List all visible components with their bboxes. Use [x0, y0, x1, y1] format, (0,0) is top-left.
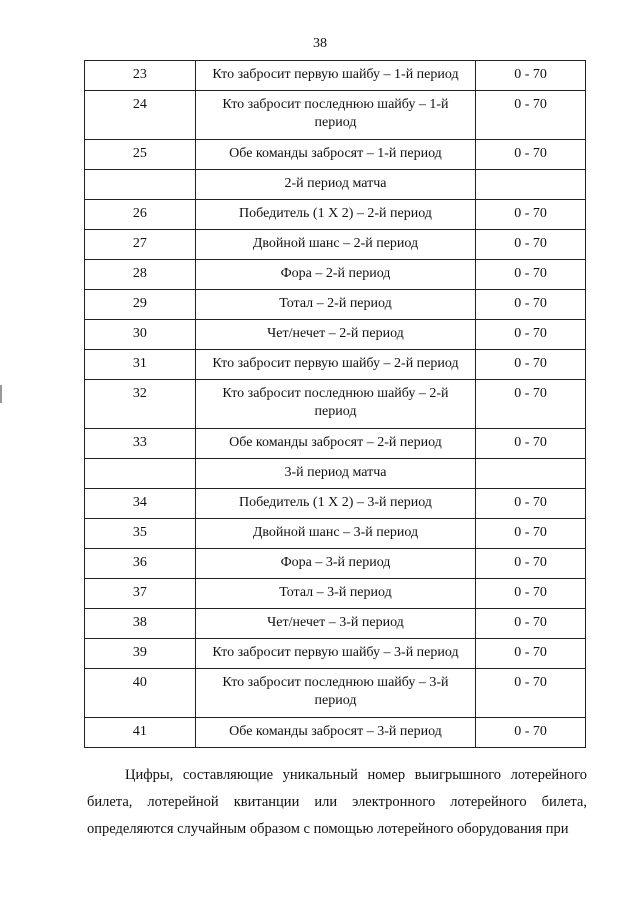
- row-number: 41: [85, 718, 196, 748]
- row-number: 30: [85, 320, 196, 350]
- number-range: 0 - 70: [476, 609, 586, 639]
- scan-edge-mark: [0, 385, 2, 403]
- event-name: Чет/нечет – 2-й период: [195, 320, 475, 350]
- table-row: [85, 140, 586, 170]
- table-row: [85, 320, 586, 350]
- number-range: 0 - 70: [476, 718, 586, 748]
- row-number: 40: [85, 669, 196, 718]
- table-row: [85, 639, 586, 669]
- page-number: 38: [313, 36, 327, 51]
- event-name: Фора – 2-й период: [195, 260, 475, 290]
- number-range: 0 - 70: [476, 639, 586, 669]
- table-row: [85, 380, 586, 429]
- number-range: 0 - 70: [476, 519, 586, 549]
- row-number: 37: [85, 579, 196, 609]
- event-name: Кто забросит последнюю шайбу – 2-й период: [195, 380, 475, 429]
- row-number: 26: [85, 200, 196, 230]
- table-row: [85, 91, 586, 140]
- number-range: 0 - 70: [476, 669, 586, 718]
- event-name: Обе команды забросят – 1-й период: [195, 140, 475, 170]
- row-number: 24: [85, 91, 196, 140]
- row-number: 31: [85, 350, 196, 380]
- number-range: 0 - 70: [476, 290, 586, 320]
- section-header-row: [85, 459, 586, 489]
- number-range: 0 - 70: [476, 260, 586, 290]
- row-number: 39: [85, 639, 196, 669]
- event-name: Чет/нечет – 3-й период: [195, 609, 475, 639]
- event-name: Победитель (1 Х 2) – 2-й период: [195, 200, 475, 230]
- event-name: Кто забросит первую шайбу – 2-й период: [195, 350, 475, 380]
- table-row: [85, 290, 586, 320]
- number-range: 0 - 70: [476, 429, 586, 459]
- event-name: 2-й период матча: [195, 170, 475, 200]
- number-range: [476, 459, 586, 489]
- event-name: Двойной шанс – 3-й период: [195, 519, 475, 549]
- table-row: [85, 61, 586, 91]
- table-row: [85, 429, 586, 459]
- row-number: 27: [85, 230, 196, 260]
- row-number: 29: [85, 290, 196, 320]
- table-row: [85, 718, 586, 748]
- row-number: [85, 459, 196, 489]
- number-range: [476, 170, 586, 200]
- row-number: 32: [85, 380, 196, 429]
- number-range: 0 - 70: [476, 549, 586, 579]
- event-name: Кто забросит первую шайбу – 3-й период: [195, 639, 475, 669]
- number-range: 0 - 70: [476, 579, 586, 609]
- number-range: 0 - 70: [476, 230, 586, 260]
- number-range: 0 - 70: [476, 91, 586, 140]
- row-number: 23: [85, 61, 196, 91]
- table-row: [85, 230, 586, 260]
- row-number: 38: [85, 609, 196, 639]
- row-number: 28: [85, 260, 196, 290]
- table-row: [85, 350, 586, 380]
- number-range: 0 - 70: [476, 200, 586, 230]
- event-name: Двойной шанс – 2-й период: [195, 230, 475, 260]
- body-paragraph: Цифры, составляющие уникальный номер выигрышного лотерейного билета, лотерейной квитанции или электронного лотерейного билета, определяются случайным образом с помощью лотерейного оборудования при: [87, 767, 587, 837]
- row-number: 35: [85, 519, 196, 549]
- number-range: 0 - 70: [476, 61, 586, 91]
- row-number: 25: [85, 140, 196, 170]
- event-name: Тотал – 3-й период: [195, 579, 475, 609]
- row-number: 34: [85, 489, 196, 519]
- event-name: Фора – 3-й период: [195, 549, 475, 579]
- event-name: Тотал – 2-й период: [195, 290, 475, 320]
- event-name: Кто забросит последнюю шайбу – 1-й период: [195, 91, 475, 140]
- number-range: 0 - 70: [476, 489, 586, 519]
- number-range: 0 - 70: [476, 140, 586, 170]
- table-body: [85, 61, 586, 748]
- number-range: 0 - 70: [476, 350, 586, 380]
- row-number: 33: [85, 429, 196, 459]
- event-name: Победитель (1 Х 2) – 3-й период: [195, 489, 475, 519]
- event-name: 3-й период матча: [195, 459, 475, 489]
- table-row: [85, 200, 586, 230]
- table-row: [85, 609, 586, 639]
- row-number: 36: [85, 549, 196, 579]
- table-row: [85, 669, 586, 718]
- table-row: [85, 519, 586, 549]
- event-name: Кто забросит первую шайбу – 1-й период: [195, 61, 475, 91]
- number-range: 0 - 70: [476, 380, 586, 429]
- table-row: [85, 549, 586, 579]
- row-number: [85, 170, 196, 200]
- event-name: Обе команды забросят – 2-й период: [195, 429, 475, 459]
- section-header-row: [85, 170, 586, 200]
- table-row: [85, 489, 586, 519]
- table-row: [85, 260, 586, 290]
- table-row: [85, 579, 586, 609]
- event-name: Обе команды забросят – 3-й период: [195, 718, 475, 748]
- lottery-events-table: [84, 60, 586, 748]
- number-range: 0 - 70: [476, 320, 586, 350]
- event-name: Кто забросит последнюю шайбу – 3-й период: [195, 669, 475, 718]
